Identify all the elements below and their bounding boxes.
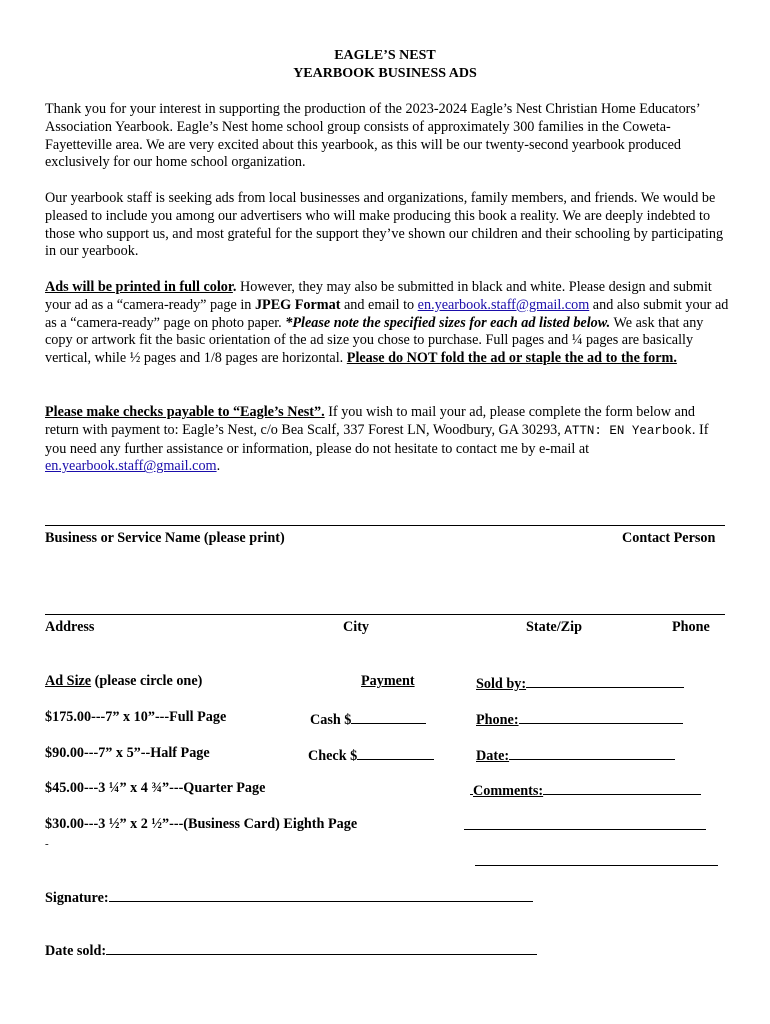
comments-blank[interactable] <box>543 780 701 795</box>
no-fold-note: Please do NOT fold the ad or staple the ad to the form. <box>346 350 677 367</box>
jpeg-format: JPEG Format <box>254 296 341 313</box>
signature-field[interactable] <box>45 887 533 907</box>
cash-blank[interactable] <box>351 709 426 724</box>
comments-line-3[interactable] <box>475 865 718 866</box>
checks-payable-note: Please make checks payable to “Eagle’s Nest”. <box>45 404 325 420</box>
address-label: Address <box>45 619 95 635</box>
phone-blank[interactable] <box>519 709 683 724</box>
payment-text-1: If you wish to mail your ad, please complete the form below and return with payment to: Eagle’s Nest, c/o Bea Scalf, 337 Forest LN, Woodbury, GA 30293, <box>45 404 696 438</box>
full-color-note: Ads will be printed in full color <box>45 279 233 295</box>
intro-paragraph: Thank you for your interest in supporting the production of the 2023-2024 Eagle’s Nest Christian Home Educators’ Association Yearbook. Eagle’s Nest home school group consists of approximately 300 families in the Coweta-Fayetteville area. We are very excited about this yearbook, as this will be our twenty-second yearbook produced exclusively for our home school organization. <box>45 101 700 171</box>
ad-instructions-text-1: However, they may also be submitted in black and white. Please design and submit your ad as a “camera-ready” page in <box>45 279 712 313</box>
ad-size-label: Ad Size <box>45 673 92 689</box>
payment-text-3: . <box>216 458 221 475</box>
ad-size-half-page[interactable]: $90.00---7” x 5”--Half Page <box>45 745 210 761</box>
ad-size-full-page[interactable]: $175.00---7” x 10”---Full Page <box>45 709 227 725</box>
ad-size-hint: (please circle one) <box>91 673 203 689</box>
date-blank[interactable] <box>509 745 675 760</box>
contact-person-label: Contact Person <box>622 530 716 546</box>
phone-field[interactable] <box>476 709 683 729</box>
ad-size-header <box>45 673 202 690</box>
sold-by-blank[interactable] <box>526 673 684 688</box>
full-color-period: . <box>232 279 237 295</box>
ad-instructions-text-4: We ask that any copy or artwork fit the basic orientation of the ad size you chose to purchase. Full pages and ¼ pages are basically vertical, while ½ pages and 1/8 pages are horizontal. <box>45 314 704 367</box>
title-line-1: EAGLE’S NEST <box>334 48 436 63</box>
business-name-label: Business or Service Name (please print) <box>45 530 285 546</box>
address-rule[interactable] <box>45 614 725 615</box>
payment-text-2: . If you need any further assistance or information, please do not hesitate to contact me by e-mail at <box>45 421 709 457</box>
sizes-note: *Please note the specified sizes for each ad listed below. <box>285 314 611 331</box>
title-line-2: YEARBOOK BUSINESS ADS <box>293 66 477 81</box>
date-sold-field[interactable] <box>45 940 537 960</box>
staff-paragraph: Our yearbook staff is seeking ads from local businesses and organizations, family members, and friends. We would be pleased to include you among our advertisers who will make producing this book a reality. We are deeply indebted to those who support us, and most grateful for the support they’ve shown our children and their schooling by participating in our yearbook. <box>45 190 724 260</box>
ad-instructions-paragraph <box>45 279 730 368</box>
ad-instructions-text-3: and also submit your ad as a “camera-ready” page on photo paper. <box>45 296 729 331</box>
business-rule[interactable] <box>45 525 725 526</box>
check-blank[interactable] <box>357 745 434 760</box>
ad-size-quarter-page[interactable]: $45.00---3 ¼” x 4 ¾”---Quarter Page <box>45 780 266 796</box>
city-label: City <box>343 619 370 635</box>
comments-label: Comments: <box>473 783 544 799</box>
state-zip-label: State/Zip <box>526 619 582 635</box>
date-sold-blank[interactable] <box>106 940 537 955</box>
signature-blank[interactable] <box>109 887 533 902</box>
signature-label: Signature: <box>45 890 109 906</box>
attn-line: ATTN: EN Yearbook <box>564 423 692 438</box>
ad-size-eighth-page[interactable]: $30.00---3 ½” x 2 ½”---(Business Card) Eighth Page <box>45 816 358 832</box>
email-link[interactable]: en.yearbook.staff@gmail.com <box>417 296 590 313</box>
payment-header: Payment <box>361 673 415 689</box>
dash-mark: - <box>45 838 49 850</box>
cash-label: Cash $ <box>310 712 352 728</box>
payment-paragraph <box>45 404 730 476</box>
ad-instructions-text-2: and email to <box>340 296 418 313</box>
comments-line-2[interactable] <box>464 829 706 830</box>
sold-by-label: Sold by: <box>476 676 527 692</box>
cash-field[interactable] <box>310 709 426 729</box>
comments-field[interactable] <box>470 780 701 800</box>
sold-by-field[interactable] <box>476 673 684 693</box>
check-label: Check $ <box>308 748 358 764</box>
date-sold-label: Date sold: <box>45 943 107 959</box>
check-field[interactable] <box>308 745 434 765</box>
phone-field-label: Phone: <box>476 712 519 728</box>
email-link-2[interactable]: en.yearbook.staff@gmail.com <box>45 458 217 475</box>
date-field-label: Date: <box>476 748 510 764</box>
phone-label: Phone <box>672 619 710 635</box>
date-field[interactable] <box>476 745 675 765</box>
